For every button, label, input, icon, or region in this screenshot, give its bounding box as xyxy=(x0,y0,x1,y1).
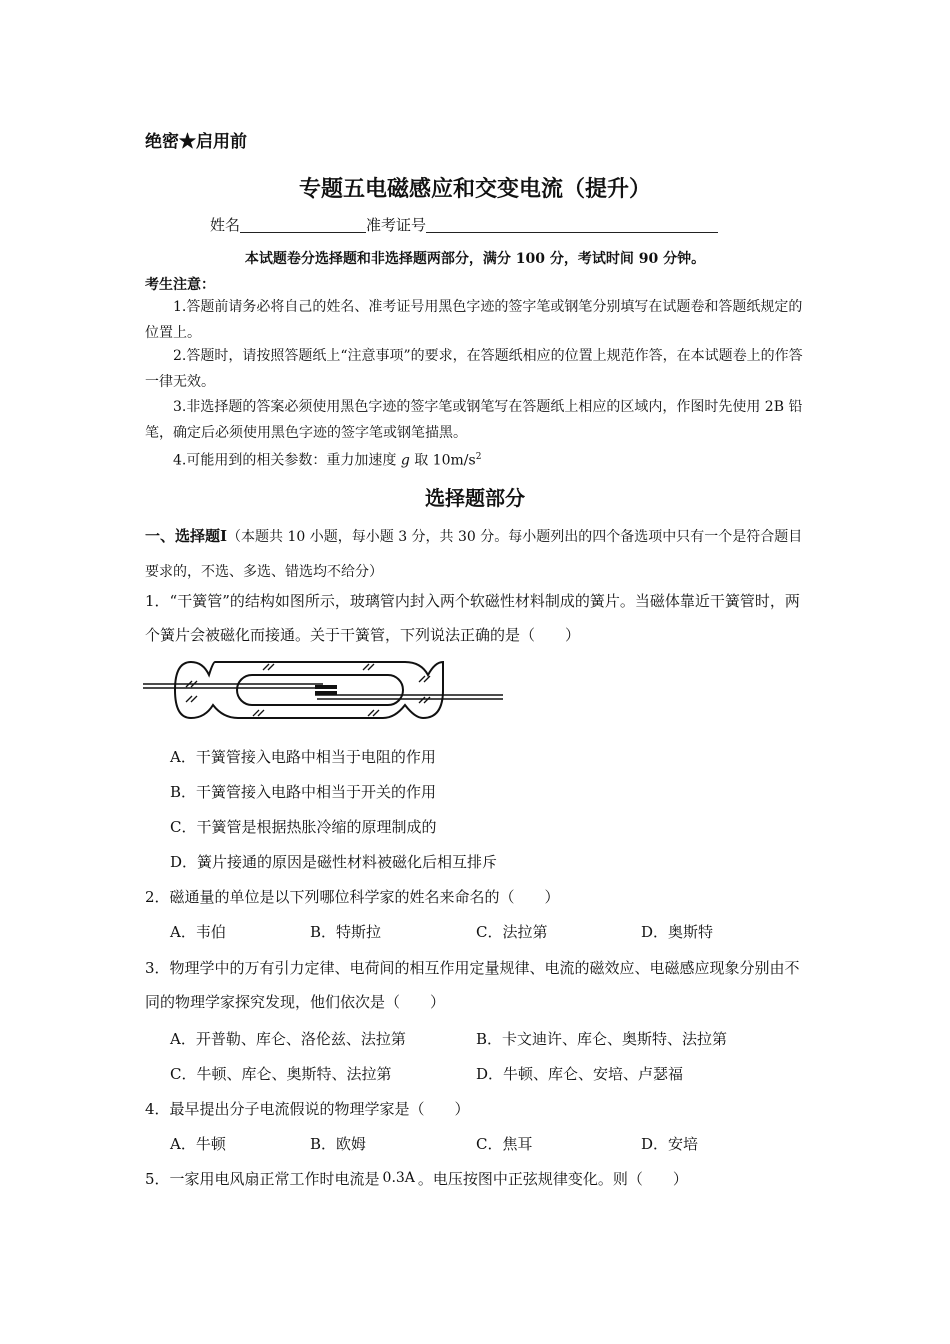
gravity-symbol: g xyxy=(400,452,410,469)
notice-item: 2.答题时，请按照答题纸上“注意事项”的要求，在答题纸相应的位置上规范作答，在本试题卷上的作答一律无效。 xyxy=(145,348,803,390)
exam-intro: 本试题卷分选择题和非选择题两部分，满分 100 分，考试时间 90 分钟。 xyxy=(244,251,706,267)
question-1-option-c: C．干簧管是根据热胀冷缩的原理制成的 xyxy=(170,818,437,836)
question-2-option-c: C．法拉第 xyxy=(476,923,548,941)
gravity-value: 取 10m/s xyxy=(409,452,476,469)
question-2-option-a: A．韦伯 xyxy=(170,923,226,941)
name-label: 姓名 xyxy=(210,216,241,234)
page-title: 专题五电磁感应和交变电流（提升） xyxy=(298,176,651,202)
question-3-option-c: C．牛顿、库仑、奥斯特、法拉第 xyxy=(170,1065,392,1083)
notice-item-4-text: 4.可能用到的相关参数：重力加速度 xyxy=(173,452,401,469)
question-1-option-b: B．干簧管接入电路中相当于开关的作用 xyxy=(170,783,437,801)
part-description: （本题共 10 小题，每小题 3 分，共 30 分。每小题列出的四个备选项中只有一个是符合题目要求的，不选、多选、错选均不给分） xyxy=(145,529,803,580)
name-blank xyxy=(240,216,366,233)
name-row xyxy=(210,214,718,235)
question-1-stem: 1．“干簧管”的结构如图所示，玻璃管内封入两个软磁性材料制成的簧片。当磁体靠近干簧管时，两个簧片会被磁化而接通。关于干簧管，下列说法正确的是（ ） xyxy=(145,592,800,644)
question-2-option-b: B．特斯拉 xyxy=(310,923,382,941)
gravity-exponent: 2 xyxy=(475,452,482,462)
section-title: 选择题部分 xyxy=(425,486,525,510)
question-2-stem: 2．磁通量的单位是以下列哪位科学家的姓名来命名的（ ） xyxy=(145,888,560,906)
part-heading-label: 一、选择题Ⅰ xyxy=(145,527,228,545)
question-1-option-d: D．簧片接通的原因是磁性材料被磁化后相互排斥 xyxy=(170,853,498,871)
current-value: 0.3A xyxy=(382,1170,415,1186)
question-5-stem-start: 5．一家用电风扇正常工作时电流是 xyxy=(145,1170,380,1188)
question-3-stem: 3．物理学中的万有引力定律、电荷间的相互作用定量规律、电流的磁效应、电磁感应现象分别由不同的物理学家探究发现，他们依次是（ ） xyxy=(145,959,800,1011)
question-3-option-d: D．牛顿、库仑、安培、卢瑟福 xyxy=(476,1065,684,1083)
question-5-stem xyxy=(145,1168,688,1189)
notice-item: 1.答题前请务必将自己的姓名、准考证号用黑色字迹的签字笔或钢笔分别填写在试题卷和答题纸规定的位置上。 xyxy=(145,299,803,341)
question-3-option-a: A．开普勒、库仑、洛伦兹、法拉第 xyxy=(170,1030,406,1048)
question-4-option-d: D．安培 xyxy=(641,1135,699,1153)
part-heading xyxy=(145,519,810,589)
secret-label: 绝密★启用前 xyxy=(145,132,247,152)
question-5-stem-end: 。电压按图中正弦规律变化。则（ ） xyxy=(417,1170,688,1188)
notice-heading: 考生注意： xyxy=(145,277,215,293)
notice-item-4 xyxy=(145,444,805,474)
question-4-option-c: C．焦耳 xyxy=(476,1135,533,1153)
exam-id-label: 准考证号 xyxy=(366,216,427,234)
question-4-option-b: B．欧姆 xyxy=(310,1135,367,1153)
question-1-option-a: A．干簧管接入电路中相当于电阻的作用 xyxy=(170,748,436,766)
exam-id-blank xyxy=(426,216,718,233)
question-4-stem: 4．最早提出分子电流假说的物理学家是（ ） xyxy=(145,1100,470,1118)
reed-switch-diagram xyxy=(143,655,508,725)
notice-item: 3.非选择题的答案必须使用黑色字迹的签字笔或钢笔写在答题纸上相应的区域内，作图时先使用 2B 铅笔，确定后必须使用黑色字迹的签字笔或钢笔描黑。 xyxy=(145,399,803,441)
question-4-option-a: A．牛顿 xyxy=(170,1135,226,1153)
question-3-option-b: B．卡文迪许、库仑、奥斯特、法拉第 xyxy=(476,1030,728,1048)
question-2-option-d: D．奥斯特 xyxy=(641,923,714,941)
